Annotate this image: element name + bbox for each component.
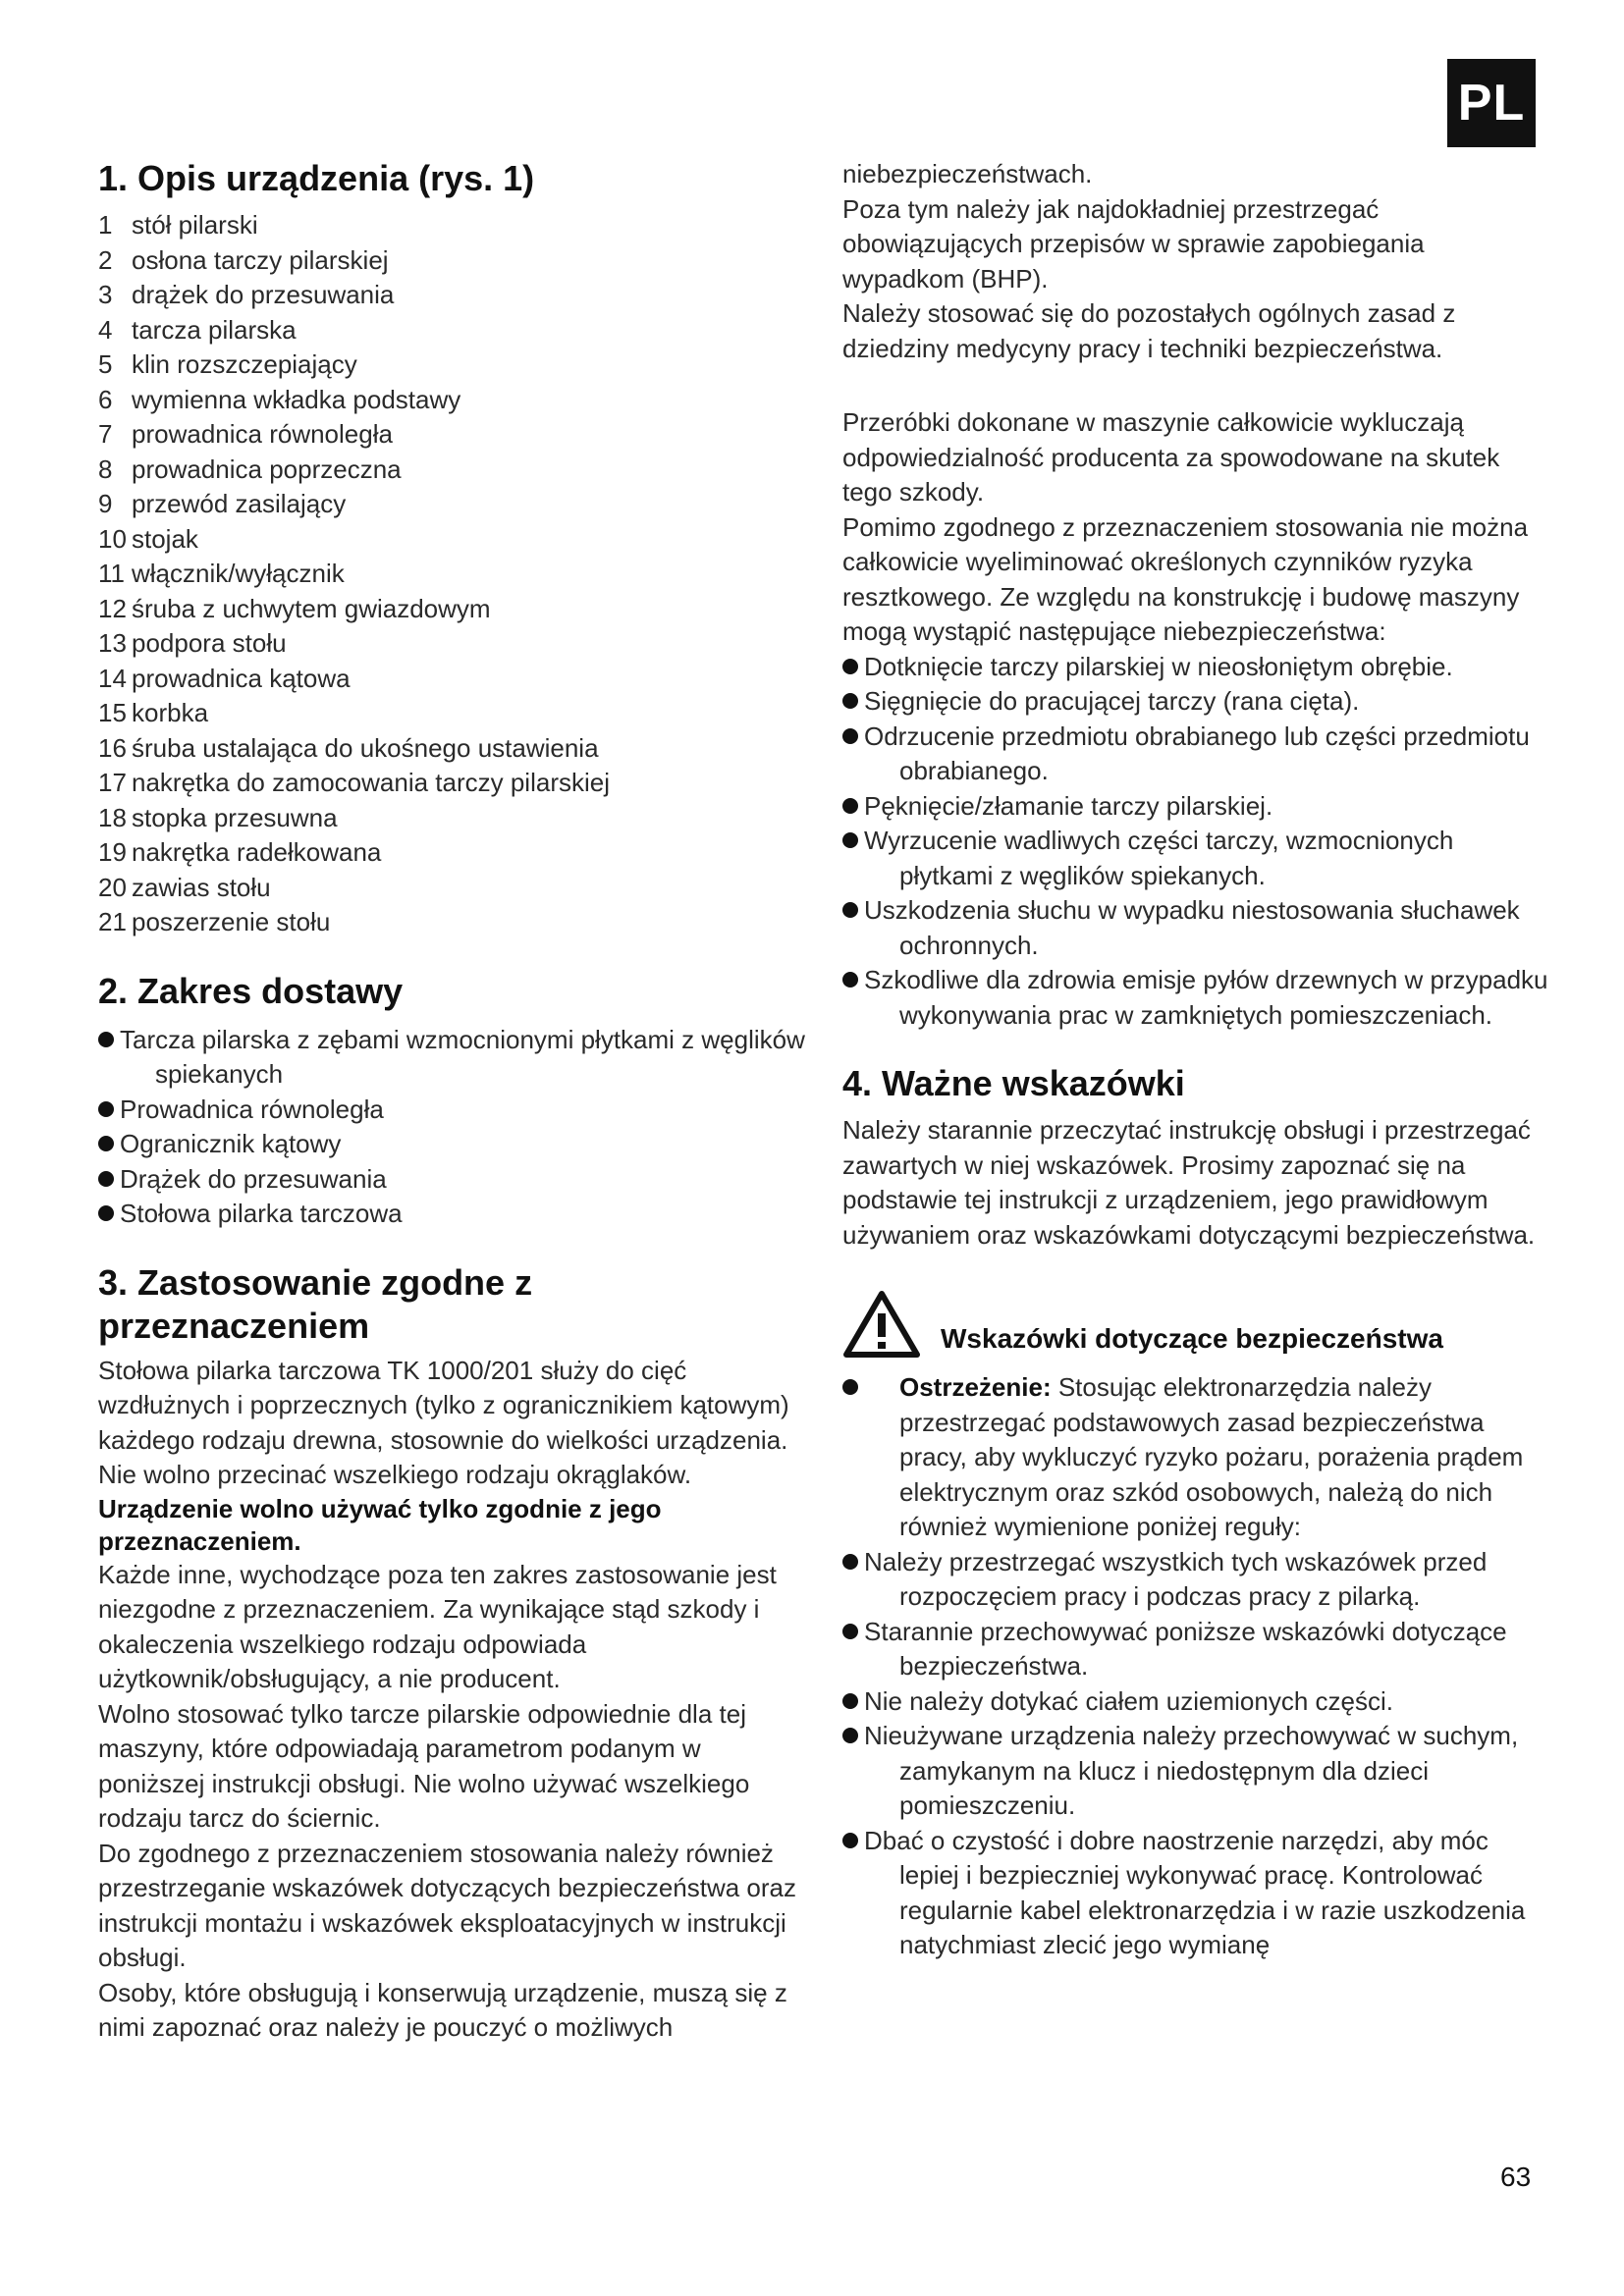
section4-title: 4. Ważne wskazówki — [842, 1063, 1185, 1103]
risk-item — [842, 684, 1549, 720]
part-number: 10 — [98, 523, 127, 554]
part-label: śruba ustalająca do ukośnego ustawienia — [132, 732, 599, 763]
part-number: 4 — [98, 314, 113, 345]
part-label: drążek do przesuwania — [132, 280, 395, 309]
section3-cont-1: niebezpieczeństwach. — [842, 159, 1093, 188]
parts-list-item — [98, 417, 805, 453]
section3-para-3: Wolno stosować tylko tarcze pilarskie odpowiednie dla tej maszyny, które odpowiadają parametrom podanym w poniższej instrukcji obsługi. Nie wolno używać wszelkiego rodzaju tarcz do ściernic. — [98, 1698, 750, 1833]
part-number: 8 — [98, 454, 113, 484]
part-label: prowadnica poprzeczna — [132, 454, 402, 484]
safety-item — [842, 1719, 1549, 1824]
bullet-icon — [842, 659, 858, 674]
delivery-item-text: Drążek do przesuwania — [120, 1163, 387, 1194]
parts-list-item — [98, 487, 805, 522]
parts-list-item — [98, 383, 805, 418]
parts-list-item — [98, 243, 805, 279]
part-number: 6 — [98, 384, 113, 414]
delivery-item-text: Stołowa pilarka tarczowa — [120, 1199, 403, 1228]
bullet-icon — [98, 1101, 114, 1117]
bullet-icon — [98, 1171, 114, 1187]
risk-item-text: Odrzucenie przedmiotu obrabianego lub części przedmiotu obrabianego. — [864, 721, 1530, 785]
parts-list-item — [98, 766, 805, 801]
delivery-item-text: Tarcza pilarska z zębami wzmocnionymi płytkami z węglików spiekanych — [120, 1024, 805, 1089]
safety-item — [842, 1684, 1549, 1720]
parts-list-item — [98, 522, 805, 558]
parts-list-item — [98, 313, 805, 348]
safety-heading-title: Wskazówki dotyczące bezpieczeństwa — [941, 1323, 1443, 1354]
page-number: 63 — [1500, 2162, 1532, 2192]
bullet-icon — [842, 1624, 858, 1639]
risk-item — [842, 893, 1549, 963]
parts-list-item — [98, 626, 805, 662]
bullet-icon — [842, 1693, 858, 1709]
part-label: podpora stołu — [132, 628, 287, 658]
section4-para-1: Należy starannie przeczytać instrukcję obsługi i przestrzegać zawartych w niej wskazówek. Prosimy zapoznać się na podstawie tej instrukcji z urządzeniem, jego prawidłowym używaniem oraz wskazówkami dotyczącymi bezpieczeństwa. — [842, 1115, 1536, 1250]
risk-item-text: Pęknięcie/złamanie tarczy pilarskiej. — [864, 790, 1273, 821]
risk-item — [842, 720, 1549, 789]
section3-para-5: Osoby, które obsługują i konserwują urządzenie, muszą się z nimi zapoznać oraz należy je pouczyć o możliwych — [98, 1977, 787, 2042]
language-badge: PL — [1447, 59, 1536, 147]
part-label: klin rozszczepiający — [132, 349, 357, 379]
safety-list — [842, 1545, 1549, 1963]
delivery-item — [98, 1093, 805, 1128]
safety-item-text: Starannie przechowywać poniższe wskazówki dotyczące bezpieczeństwa. — [864, 1616, 1507, 1681]
safety-item — [842, 1545, 1549, 1615]
delivery-item — [98, 1197, 805, 1232]
part-label: prowadnica równoległa — [132, 419, 393, 449]
safety-item — [842, 1824, 1549, 1963]
part-label: prowadnica kątowa — [132, 663, 351, 693]
risk-item-text: Szkodliwe dla zdrowia emisje pyłów drzewnych w przypadku wykonywania prac w zamkniętych pomieszczeniach. — [864, 965, 1548, 1030]
part-label: stopka przesuwna — [132, 802, 338, 832]
part-number: 18 — [98, 802, 127, 832]
risk-item-text: Uszkodzenia słuchu w wypadku niestosowania słuchawek ochronnych. — [864, 895, 1520, 960]
part-number: 1 — [98, 210, 113, 240]
risk-item — [842, 963, 1549, 1033]
part-label: stół pilarski — [132, 210, 258, 240]
delivery-item-text: Ogranicznik kątowy — [120, 1129, 342, 1158]
part-label: nakrętka do zamocowania tarczy pilarskiej — [132, 768, 610, 797]
parts-list-item — [98, 278, 805, 313]
delivery-item — [98, 1023, 805, 1093]
section3-bold-note: Urządzenie wolno używać tylko zgodnie z jego przeznaczeniem. — [98, 1493, 662, 1556]
section3-para-1: Stołowa pilarka tarczowa TK 1000/201 służy do cięć wzdłużnych i poprzecznych (tylko z ogranicznikiem kątowym) każdego rodzaju drewna, stosownie do wielkości urządzenia. Nie wolno przecinać wszelkiego rodzaju okrąglaków. — [98, 1355, 789, 1489]
section3-cont-4: Przeróbki dokonane w maszynie całkowicie wykluczają odpowiedzialność producenta za spowodowane na skutek tego szkody. — [842, 407, 1500, 507]
parts-list-item — [98, 801, 805, 836]
parts-list-item — [98, 347, 805, 383]
part-label: osłona tarczy pilarskiej — [132, 244, 389, 275]
part-label: zawias stołu — [132, 872, 271, 902]
part-label: śruba z uchwytem gwiazdowym — [132, 593, 491, 623]
parts-list-item — [98, 835, 805, 871]
safety-item-text: Nieużywane urządzenia należy przechowywać w suchym, zamykanym na klucz i niedostępnym dla dzieci pomieszczeniu. — [864, 1721, 1519, 1820]
warning-label: Ostrzeżenie: — [899, 1372, 1052, 1402]
bullet-icon — [98, 1136, 114, 1151]
risk-list — [842, 650, 1549, 1034]
bullet-icon — [842, 832, 858, 848]
bullet-icon — [98, 1205, 114, 1221]
bullet-icon — [842, 902, 858, 918]
part-label: przewód zasilający — [132, 489, 347, 518]
right-column — [842, 157, 1549, 1963]
part-label: włącznik/wyłącznik — [132, 559, 345, 588]
part-number: 13 — [98, 628, 127, 658]
parts-list-item — [98, 871, 805, 906]
bullet-icon — [842, 1379, 858, 1395]
warning-paragraph — [842, 1370, 1549, 1545]
safety-heading — [842, 1290, 1549, 1359]
section2-title: 2. Zakres dostawy — [98, 970, 404, 1011]
delivery-item — [98, 1162, 805, 1198]
part-number: 16 — [98, 732, 127, 763]
section3-title: 3. Zastosowanie zgodne z przeznaczeniem — [98, 1261, 533, 1346]
part-label: korbka — [132, 698, 209, 727]
risk-item — [842, 650, 1549, 685]
risk-item — [842, 824, 1549, 893]
part-number: 2 — [98, 244, 113, 275]
part-number: 5 — [98, 349, 113, 379]
part-number: 15 — [98, 698, 127, 727]
parts-list-item — [98, 731, 805, 767]
delivery-list — [98, 1023, 805, 1232]
part-number: 12 — [98, 593, 127, 623]
part-number: 17 — [98, 768, 127, 797]
part-number: 19 — [98, 837, 127, 867]
part-number: 7 — [98, 419, 113, 449]
part-label: poszerzenie stołu — [132, 907, 331, 936]
parts-list-item — [98, 453, 805, 488]
bullet-icon — [842, 1833, 858, 1848]
bullet-icon — [842, 972, 858, 988]
parts-list-item — [98, 208, 805, 243]
bullet-icon — [842, 1554, 858, 1570]
parts-list-item — [98, 557, 805, 592]
safety-item-text: Nie należy dotykać ciałem uziemionych części. — [864, 1685, 1393, 1716]
parts-list-item — [98, 662, 805, 697]
part-number: 20 — [98, 872, 127, 902]
warning-triangle-icon — [842, 1290, 921, 1359]
part-label: tarcza pilarska — [132, 314, 297, 345]
parts-list-item — [98, 592, 805, 627]
safety-item-text: Dbać o czystość i dobre naostrzenie narzędzi, aby móc lepiej i bezpieczniej wykonywać pracę. Kontrolować regularnie kabel elektronarzędzia i w razie uszkodzenia natychmiast zlecić jego wymianę — [864, 1825, 1526, 1959]
safety-item — [842, 1615, 1549, 1684]
bullet-icon — [842, 798, 858, 814]
part-label: wymienna wkładka podstawy — [132, 384, 461, 414]
section3-cont-5: Pomimo zgodnego z przeznaczeniem stosowania nie można całkowicie wyeliminować określonych czynników ryzyka resztkowego. Ze względu na konstrukcję i budowę maszyny mogą wystąpić następujące niebezpieczeństwa: — [842, 511, 1529, 646]
part-number: 21 — [98, 907, 127, 936]
risk-item-text: Wyrzucenie wadliwych części tarczy, wzmocnionych płytkami z węglików spiekanych. — [864, 826, 1454, 890]
section3-para-2: Każde inne, wychodzące poza ten zakres zastosowanie jest niezgodne z przeznaczeniem. Za wynikające stąd szkody i okaleczenia wszelkiego rodzaju odpowiada użytkownik/obsługujący, a nie producent. — [98, 1559, 777, 1693]
part-number: 11 — [98, 559, 125, 588]
warning-text: Stosując elektronarzędzia należy przestrzegać podstawowych zasad bezpieczeństwa pracy, aby wykluczyć ryzyko pożaru, porażenia prądem elektrycznym oraz szkód osobowych, należą do nich również wymienione poniżej reguły: — [899, 1372, 1524, 1541]
bullet-icon — [98, 1032, 114, 1047]
section1-title: 1. Opis urządzenia (rys. 1) — [98, 158, 535, 198]
parts-list-item — [98, 696, 805, 731]
part-number: 14 — [98, 663, 127, 693]
risk-item-text: Sięgnięcie do pracującej tarczy (rana cięta). — [864, 686, 1360, 716]
left-column — [98, 157, 805, 2046]
delivery-item — [98, 1127, 805, 1162]
delivery-item-text: Prowadnica równoległa — [120, 1094, 384, 1124]
part-label: nakrętka radełkowana — [132, 837, 382, 867]
bullet-icon — [842, 693, 858, 709]
safety-item-text: Należy przestrzegać wszystkich tych wskazówek przed rozpoczęciem pracy i podczas pracy z pilarką. — [864, 1546, 1488, 1611]
section3-para-4: Do zgodnego z przeznaczeniem stosowania należy również przestrzeganie wskazówek dotyczących bezpieczeństwa oraz instrukcji montażu i wskazówek eksploatacyjnych w instrukcji obsługi. — [98, 1838, 797, 1972]
parts-list — [98, 208, 805, 940]
bullet-icon — [842, 1728, 858, 1743]
bullet-icon — [842, 728, 858, 744]
parts-list-item — [98, 905, 805, 940]
risk-item-text: Dotknięcie tarczy pilarskiej w nieosłoniętym obrębie. — [864, 651, 1453, 681]
part-label: stojak — [132, 523, 198, 554]
risk-item — [842, 789, 1549, 825]
section3-cont-3: Należy stosować się do pozostałych ogólnych zasad z dziedziny medycyny pracy i techniki bezpieczeństwa. — [842, 298, 1456, 363]
section3-cont-2: Poza tym należy jak najdokładniej przestrzegać obowiązujących przepisów w sprawie zapobiegania wypadkom (BHP). — [842, 193, 1425, 294]
part-number: 9 — [98, 489, 113, 518]
part-number: 3 — [98, 280, 113, 309]
